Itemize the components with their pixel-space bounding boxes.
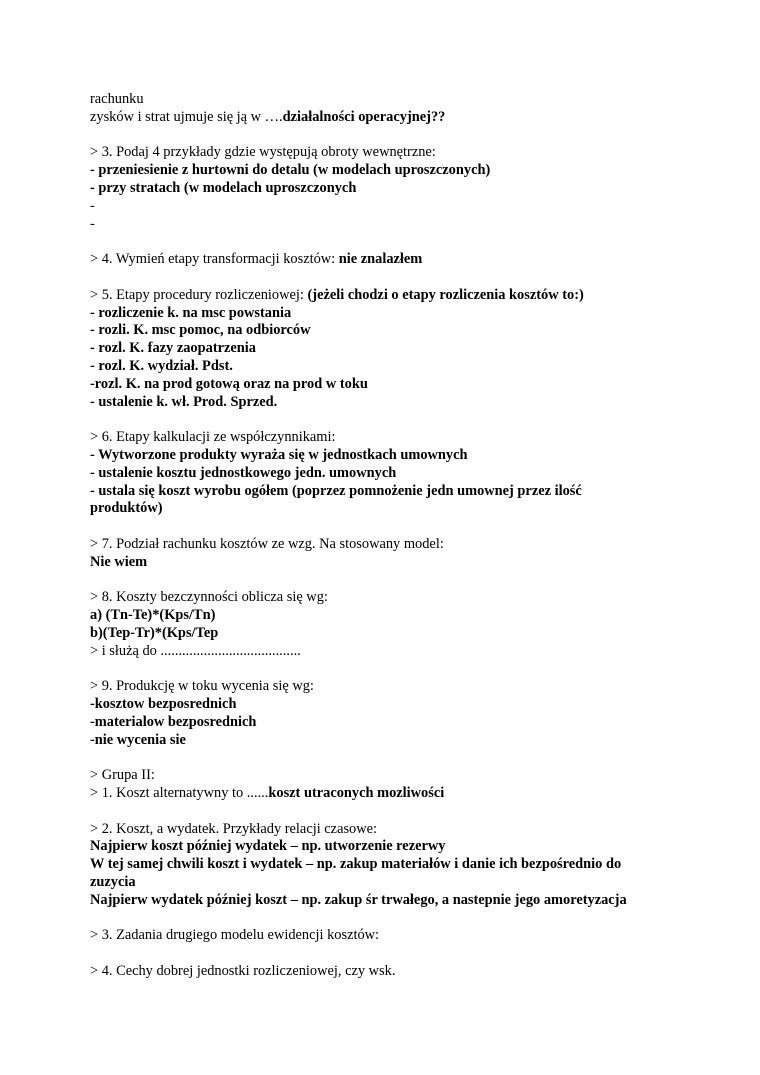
q6-answer-3: - ustala się koszt wyrobu ogółem (poprzez pomnożenie jedn umownej przez ilość (90, 482, 582, 499)
q5-answer-6: - ustalenie k. wł. Prod. Sprzed. (90, 393, 278, 410)
q5-answer-1: - rozliczenie k. na msc powstania (90, 304, 292, 321)
q5-question: > 5. Etapy procedury rozliczeniowej: (90, 286, 308, 303)
q4-question: > 4. Wymień etapy transformacji kosztów: (90, 251, 339, 268)
spacer (90, 269, 680, 287)
spacer (90, 518, 680, 536)
spacer (90, 803, 680, 821)
q3-answer-3: - (90, 197, 95, 214)
g2q2-answer-3: Najpierw wydatek później koszt – np. zakup śr trwałego, a nastepnie jego amoretyzacja (90, 891, 627, 908)
q6-answer-1: - Wytworzone produkty wyraża się w jednostkach umownych (90, 446, 468, 463)
g2q2-question: > 2. Koszt, a wydatek. Przykłady relacji czasowe: (90, 820, 378, 837)
q3-answer-1: - przeniesienie z hurtowni do detalu (w modelach uproszczonych) (90, 162, 491, 179)
q5-line (90, 287, 680, 305)
intro-line-1: rachunku (90, 91, 144, 107)
g2q3-question: > 3. Zadania drugiego modelu ewidencji kosztów: (90, 927, 380, 944)
group2-q1-question: > 1. Koszt alternatywny to ...... (90, 785, 269, 802)
q7-question: > 7. Podział rachunku kosztów ze wzg. Na stosowany model: (90, 535, 444, 552)
q4-line (90, 251, 680, 269)
spacer (90, 910, 680, 928)
q3-question: > 3. Podaj 4 przykłady gdzie występują obroty wewnętrzne: (90, 144, 436, 161)
q9-answer-2: -materialow bezposrednich (90, 713, 257, 730)
q3-answer-2: - przy stratach (w modelach uproszczonych (90, 179, 357, 196)
q5-answer-4: - rozl. K. wydział. Pdst. (90, 357, 233, 374)
spacer (90, 572, 680, 590)
spacer (90, 749, 680, 767)
q5-lead: (jeżeli chodzi o etapy rozliczenia kosztów to:) (307, 286, 584, 303)
g2q2-answer-2-cont: zuzycia (90, 874, 136, 891)
q8-answer-1: a) (Tn-Te)*(Kps/Tn) (90, 607, 216, 624)
q4-answer: nie znalazłem (338, 251, 423, 268)
q9-answer-1: -kosztow bezposrednich (90, 696, 237, 713)
q6-answer-3-cont: produktów) (90, 500, 163, 517)
q8-answer-3: > i służą do ....................................... (90, 642, 301, 659)
q9-answer-3: -nie wycenia sie (90, 731, 186, 748)
group2-q1-line (90, 785, 680, 803)
intro-text: zysków i strat ujmuje się ją w …. (90, 108, 283, 125)
spacer (90, 661, 680, 679)
g2q2-answer-2: W tej samej chwili koszt i wydatek – np. zakup materiałów i danie ich bezpośrednio do (90, 856, 622, 873)
q9-question: > 9. Produkcję w toku wycenia się wg: (90, 678, 314, 695)
group2-heading: > Grupa II: (90, 767, 155, 784)
q6-answer-2: - ustalenie kosztu jednostkowego jedn. umownych (90, 464, 397, 481)
q3-answer-4: - (90, 215, 95, 232)
q8-answer-2: b)(Tep-Tr)*(Kps/Tep (90, 624, 219, 641)
intro-answer: działalności operacyjnej?? (282, 108, 446, 125)
spacer (90, 233, 680, 251)
spacer (90, 411, 680, 429)
q8-question: > 8. Koszty bezczynności oblicza się wg: (90, 589, 328, 606)
spacer (90, 945, 680, 963)
document-page (90, 91, 680, 981)
q5-answer-2: - rozli. K. msc pomoc, na odbiorców (90, 322, 311, 339)
spacer (90, 127, 680, 145)
q6-question: > 6. Etapy kalkulacji ze współczynnikami: (90, 429, 336, 446)
intro-line-2 (90, 109, 680, 127)
g2q2-answer-1: Najpierw koszt później wydatek – np. utworzenie rezerwy (90, 838, 446, 855)
group2-q1-answer: koszt utraconych mozliwości (268, 785, 445, 802)
q7-answer: Nie wiem (90, 553, 148, 570)
q5-answer-5: -rozl. K. na prod gotową oraz na prod w toku (90, 375, 368, 392)
q5-answer-3: - rozl. K. fazy zaopatrzenia (90, 340, 256, 357)
g2q4-question: > 4. Cechy dobrej jednostki rozliczeniowej, czy wsk. (90, 963, 396, 980)
